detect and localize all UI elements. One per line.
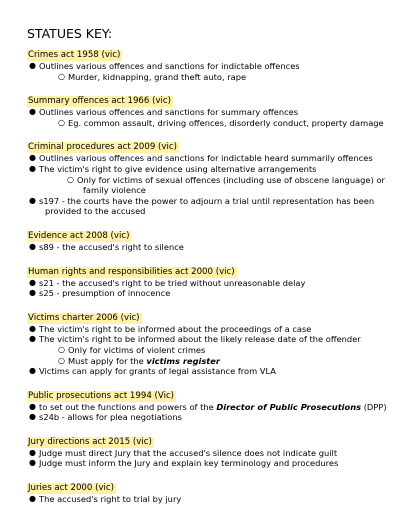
section-jury-directions-act <box>27 429 380 469</box>
sub-list-item <box>67 174 385 196</box>
section-evidence-act <box>27 223 380 253</box>
emphasized-term: victims register <box>146 355 220 366</box>
list-item: ● Outlines various offences and sanctions for indictable heard summarily offences <box>29 153 380 164</box>
bullet-list <box>27 278 380 299</box>
list-item: ● The accused's right to trial by jury <box>29 494 380 505</box>
list-item <box>29 401 387 413</box>
section-heading: Victims charter 2006 (vic) <box>28 312 140 323</box>
list-item-continuation: provided to the accused <box>45 206 146 217</box>
list-item: ● s24b - allows for plea negotiations <box>29 412 380 423</box>
section-heading: Evidence act 2008 (vic) <box>28 230 130 241</box>
section-juries-act <box>27 475 380 505</box>
bullet-list <box>27 494 380 505</box>
emphasized-term: Director of Public Prosecutions <box>216 401 362 412</box>
sub-list-item: ○ Eg. common assault, driving offences, disorderly conduct, property damage <box>58 118 380 129</box>
list-item: ● s25 - presumption of innocence <box>29 288 380 299</box>
bullet-list <box>27 153 385 217</box>
sub-list-item: ○ Only for victims of violent crimes <box>58 345 380 356</box>
section-crimes-act <box>27 42 380 82</box>
list-item: ● Judge must inform the Jury and explain key terminology and procedures <box>29 458 380 469</box>
section-heading: Public prosecutions act 1994 (Vic) <box>28 390 175 401</box>
sub-list-item-continuation: family violence <box>83 185 146 196</box>
list-item: ● The victim's right to give evidence using alternative arrangements <box>29 164 380 175</box>
section-criminal-procedures-act <box>27 134 385 217</box>
sub-list-item: ○ Murder, kidnapping, grand theft auto, rape <box>58 72 380 83</box>
bullet-list <box>27 324 380 377</box>
section-heading: Jury directions act 2015 (vic) <box>28 436 152 447</box>
section-human-rights-act <box>27 259 380 299</box>
sub-list-item-text: Only for victims of sexual offences (including use of obscene language) or <box>77 174 385 185</box>
section-public-prosecutions-act <box>27 383 387 423</box>
section-heading: Crimes act 1958 (vic) <box>28 50 121 60</box>
bullet-list <box>27 61 380 82</box>
list-item: ● The victim's right to be informed about the likely release date of the offender <box>29 334 380 345</box>
bullet-list <box>27 448 380 469</box>
list-item: ● The victim's right to be informed about the proceedings of a case <box>29 324 380 335</box>
bullet-list <box>27 107 384 128</box>
list-item: ● Outlines various offences and sanctions for indictable offences <box>29 61 380 72</box>
bullet-list <box>27 242 380 253</box>
section-summary-offences-act <box>27 88 384 128</box>
sub-list-item <box>58 356 380 367</box>
section-heading: Human rights and responsibilities act 2000 (vic) <box>28 266 235 277</box>
section-victims-charter <box>27 305 380 377</box>
list-item-text-end: (DPP) <box>361 401 387 412</box>
section-heading: Juries act 2000 (vic) <box>28 483 114 494</box>
document-title: STATUES KEY: <box>27 26 113 41</box>
bullet-list <box>27 401 387 423</box>
list-item: ● s21 - the accused's right to be tried without unreasonable delay <box>29 278 380 289</box>
list-item-text: s197 - the courts have the power to adjourn a trial until representation has been <box>39 195 375 206</box>
section-heading: Summary offences act 1966 (vic) <box>28 96 171 107</box>
sub-list-item-text: Must apply for the <box>68 355 147 366</box>
list-item: ● Judge must direct Jury that the accused's silence does not indicate guilt <box>29 448 380 459</box>
section-heading: Criminal procedures act 2009 (vic) <box>28 142 177 153</box>
list-item <box>29 196 380 217</box>
list-item: ● Outlines various offences and sanctions for summary offences <box>29 107 380 118</box>
list-item: ● s89 - the accused's right to silence <box>29 242 380 253</box>
list-item: ● Victims can apply for grants of legal assistance from VLA <box>29 366 380 377</box>
list-item-text: to set out the functions and powers of the <box>39 401 217 412</box>
